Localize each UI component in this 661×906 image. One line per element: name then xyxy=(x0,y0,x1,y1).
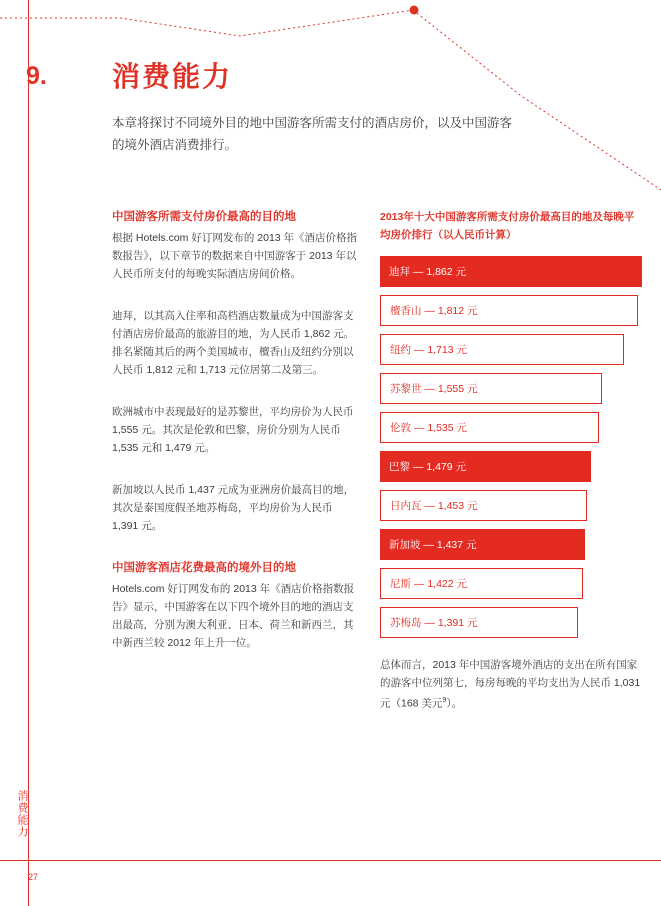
bar-4 xyxy=(380,373,602,404)
bar-2 xyxy=(380,295,638,326)
bar-8 xyxy=(380,529,585,560)
bar-label: 尼斯 — 1,422 元 xyxy=(390,578,468,590)
bar-label: 伦敦 — 1,535 元 xyxy=(390,422,468,434)
page-number: 27 xyxy=(28,872,39,882)
bar-label: 纽约 — 1,713 元 xyxy=(390,344,468,356)
bar-9 xyxy=(380,568,583,599)
bar-label: 新加坡 — 1,437 元 xyxy=(389,539,477,551)
bar-label: 巴黎 — 1,479 元 xyxy=(389,461,467,473)
bar-1 xyxy=(380,256,642,287)
bar-label: 迪拜 — 1,862 元 xyxy=(389,266,467,278)
bar-10 xyxy=(380,607,578,638)
bar-5 xyxy=(380,412,599,443)
bar-row xyxy=(380,490,645,521)
bar-3 xyxy=(380,334,624,365)
section1-paragraph-3: 欧洲城市中表现最好的是苏黎世，平均房价为人民币 1,555 元。其次是伦敦和巴黎，房价分别为人民币 1,535 元和 1,479 元。 xyxy=(112,406,354,454)
section1-paragraph-2: 迪拜，以其高入住率和高档酒店数量成为中国游客支付酒店房价最高的旅游目的地，为人民币 1,862 元。排名紧随其后的两个美国城市，檀香山及纽约分别以人民币 1,812 元和 1,713 元位居第二及第三。 xyxy=(112,310,355,376)
bar-row xyxy=(380,373,645,404)
bar-row xyxy=(380,529,645,560)
bar-row xyxy=(380,607,645,638)
section1-paragraph-1: 根据 Hotels.com 好订网发布的 2013 年《酒店价格指数报告》，以下章节的数据来自中国游客于 2013 年以人民币所支付的每晚实际酒店房间价格。 xyxy=(112,232,358,280)
bar-label: 日内瓦 — 1,453 元 xyxy=(390,500,478,512)
section2-heading: 中国游客酒店花费最高的境外目的地 xyxy=(112,562,296,574)
bar-label: 檀香山 — 1,812 元 xyxy=(390,305,478,317)
chart-footnote-text: 总体而言，2013 年中国游客境外酒店的支出在所有国家的游客中位列第七，每房每晚的平均支出为人民币 1,031 元（168 美元 xyxy=(380,659,641,710)
bar-row xyxy=(380,256,645,287)
chart-title: 2013年十大中国游客所需支付房价最高目的地及每晚平均房价排行（以人民币计算） xyxy=(380,211,635,241)
bar-row xyxy=(380,334,645,365)
left-red-rule xyxy=(28,0,29,906)
bar-row xyxy=(380,568,645,599)
section1-paragraph-4: 新加坡以人民币 1,437 元成为亚洲房价最高目的地，其次是泰国度假圣地苏梅岛，平均房价为人民币 1,391 元。 xyxy=(112,484,355,532)
bar-label: 苏梅岛 — 1,391 元 xyxy=(390,617,478,629)
bar-chart xyxy=(380,256,645,638)
footnote-marker: 9 xyxy=(442,697,447,704)
bar-label: 苏黎世 — 1,555 元 xyxy=(390,383,478,395)
right-chart-column xyxy=(380,208,645,713)
chapter-number: 9. xyxy=(26,62,47,90)
bar-row xyxy=(380,295,645,326)
section2-paragraph-1: Hotels.com 好订网发布的 2013 年《酒店价格指数报告》显示，中国游客在以下四个境外目的地的酒店支出最高，分别为澳大利亚、日本、荷兰和新西兰，其中新西兰较 2012 年上升一位。 xyxy=(112,583,355,649)
chart-footnote-text-end: ）。 xyxy=(446,697,463,710)
bar-7 xyxy=(380,490,587,521)
section1-heading: 中国游客所需支付房价最高的目的地 xyxy=(112,211,296,223)
bar-row xyxy=(380,412,645,443)
bottom-red-rule xyxy=(0,860,661,861)
bar-6 xyxy=(380,451,591,482)
chart-footnote xyxy=(380,656,642,713)
page-title: 消费能力 xyxy=(112,61,233,92)
chapter-intro: 本章将探讨不同境外目的地中国游客所需支付的酒店房价，以及中国游客的境外酒店消费排行。 xyxy=(112,116,513,152)
left-text-column xyxy=(112,208,360,676)
vertical-chapter-label: 消费能力 xyxy=(16,790,28,838)
bar-row xyxy=(380,451,645,482)
